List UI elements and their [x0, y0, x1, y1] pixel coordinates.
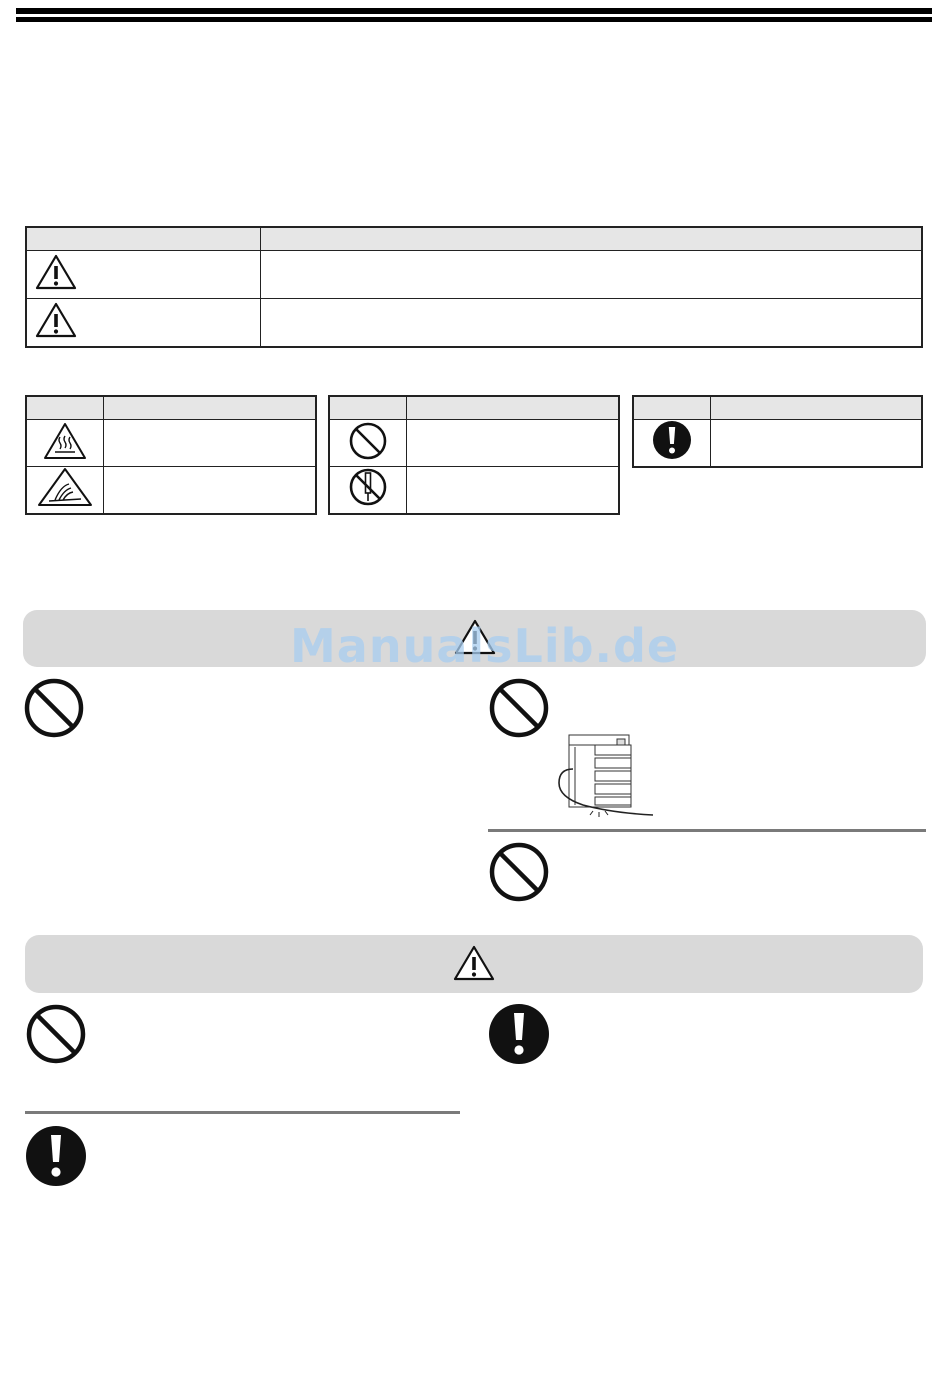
warning-triangle-icon: [35, 253, 77, 291]
mandatory-action-icon: [652, 420, 692, 460]
mandatory-action-icon: [25, 1125, 87, 1187]
symbol-cell: [329, 467, 406, 514]
symbol-table-mandatory: [632, 395, 923, 468]
severity-description: [260, 299, 922, 347]
watermark: ManualsLib.de: [290, 619, 680, 673]
severity-icon-cell: [26, 251, 260, 299]
symbol-table-prohibited: [328, 395, 620, 515]
symbol-cell: [26, 420, 103, 467]
meaning-cell: [710, 420, 922, 467]
severity-icon-cell: [26, 299, 260, 347]
severity-header-meaning: [260, 227, 922, 251]
pinch-hazard-icon: [37, 467, 93, 507]
symbol-header: [633, 396, 710, 420]
symbol-header: [329, 396, 406, 420]
item-separator: [488, 829, 926, 832]
prohibited-icon: [488, 841, 550, 903]
item-separator: [25, 1111, 460, 1114]
meaning-header: [406, 396, 619, 420]
prohibited-icon: [488, 677, 550, 739]
top-rule-secondary: [16, 17, 932, 22]
symbol-cell: [329, 420, 406, 467]
symbol-cell: [26, 467, 103, 514]
hot-surface-icon: [43, 422, 87, 460]
symbol-table-caution: [25, 395, 317, 515]
severity-row: [26, 251, 922, 299]
top-rule: [16, 8, 932, 14]
warning-triangle-icon: [35, 301, 77, 339]
severity-table: [25, 226, 923, 348]
severity-header-symbol: [26, 227, 260, 251]
severity-table-header: [26, 227, 922, 251]
meaning-header: [710, 396, 922, 420]
meaning-cell: [406, 420, 619, 467]
warning-triangle-icon: [453, 944, 495, 982]
mandatory-action-icon: [488, 1003, 550, 1065]
do-not-disassemble-icon: [348, 467, 388, 507]
prohibited-icon: [25, 1003, 87, 1065]
meaning-header: [103, 396, 316, 420]
symbol-header: [26, 396, 103, 420]
prohibited-icon: [23, 677, 85, 739]
symbol-cell: [633, 420, 710, 467]
meaning-cell: [103, 467, 316, 514]
prohibited-icon: [348, 421, 388, 461]
severity-row: [26, 299, 922, 347]
severity-description: [260, 251, 922, 299]
meaning-cell: [103, 420, 316, 467]
caution-banner: [25, 935, 923, 993]
meaning-cell: [406, 467, 619, 514]
copier-cable-illustration: [555, 733, 659, 819]
